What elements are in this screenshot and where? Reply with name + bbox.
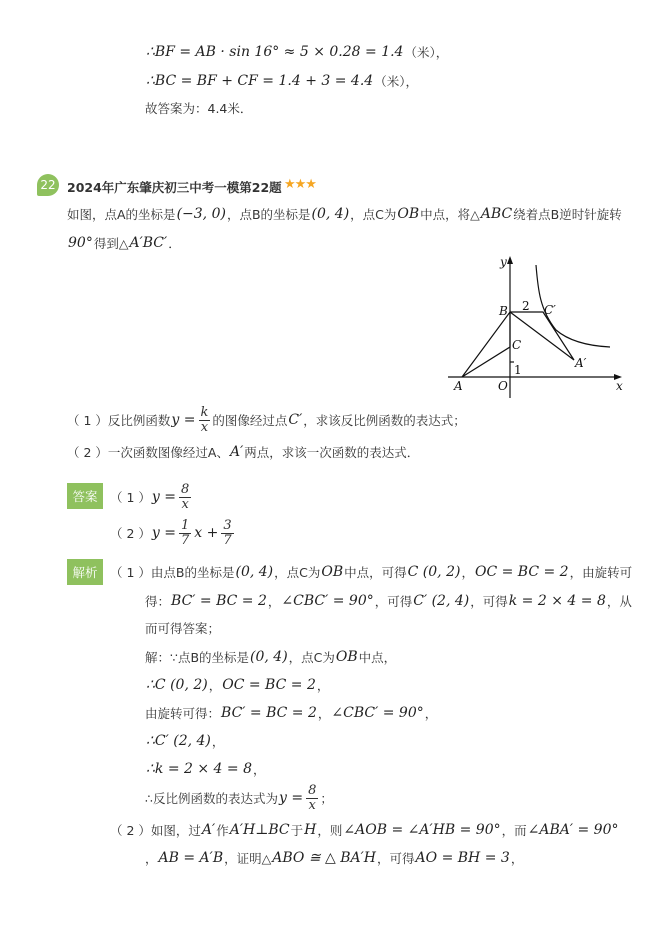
numerator: 3 <box>223 517 232 533</box>
text-line <box>110 517 236 548</box>
text: ， <box>316 678 330 693</box>
text: ，可得 <box>377 851 415 866</box>
text: （ 1 ）反比例函数 <box>67 413 171 428</box>
math-expression: OC = BC = 2 <box>474 564 569 580</box>
analysis-tag: 解析 <box>67 559 103 585</box>
denominator: 7 <box>181 532 190 548</box>
numerator: k <box>200 404 209 420</box>
math-expression: y = <box>171 412 196 428</box>
coordinate-figure <box>440 250 630 400</box>
text: 如图，点A的坐标是 <box>67 207 176 222</box>
text-line <box>145 95 252 121</box>
text: 作 <box>216 823 229 838</box>
text: ，而 <box>501 823 527 838</box>
label-A-prime: A′ <box>575 356 587 370</box>
text-line <box>145 588 632 614</box>
math-expression: y = <box>151 525 176 541</box>
fraction <box>306 784 318 813</box>
text: （米）， <box>374 74 418 89</box>
math-expression: H <box>304 822 317 838</box>
math-expression: ABC <box>480 206 513 222</box>
text-line <box>145 615 220 641</box>
text-line <box>110 481 193 512</box>
text: 故答案为：4.4米． <box>145 101 253 116</box>
text: 两点，求该一次函数的表达式． <box>244 445 420 460</box>
math-expression: (0, 4) <box>311 206 350 222</box>
math-expression: ∴C (0, 2) <box>146 677 208 693</box>
math-expression: AO = BH = 3 <box>415 850 510 866</box>
text-line <box>67 230 181 256</box>
text-line <box>67 201 622 227</box>
text-line <box>145 845 523 871</box>
label-1: 1 <box>514 363 522 377</box>
text: （ 1 ） <box>110 490 151 505</box>
label-C-prime: C′ <box>544 303 556 317</box>
math-expression: y = <box>278 790 304 806</box>
math-expression: BC′ = BC = 2 <box>171 593 267 609</box>
triangle-ABC <box>462 312 510 377</box>
text: （ 2 ） <box>110 526 151 541</box>
text: 中点， <box>358 650 397 665</box>
text: 而可得答案； <box>145 621 221 636</box>
question-number-badge: 22 <box>37 174 59 196</box>
numerator: 8 <box>181 481 190 497</box>
text: （米）， <box>404 45 449 60</box>
fraction <box>179 519 191 548</box>
text: 得： <box>145 594 171 609</box>
text-line <box>145 728 224 754</box>
denominator: x <box>200 419 209 435</box>
text: ， <box>424 706 438 721</box>
text: 中点，可得 <box>344 565 407 580</box>
text: 解：∵点B的坐标是 <box>145 650 250 665</box>
math-expression: ∠ABA′ = 90° <box>527 822 619 838</box>
math-expression: OB <box>397 206 420 222</box>
math-expression: 90° <box>68 235 93 251</box>
text-line <box>145 756 266 782</box>
math-expression: A′ <box>229 444 244 460</box>
text: 绕着点B逆时针旋转 <box>513 207 622 222</box>
math-expression: (−3, 0) <box>176 206 226 222</box>
answer-tag: 答案 <box>67 483 103 509</box>
label-A: A <box>454 379 463 393</box>
text-line <box>145 672 329 698</box>
text: ，点C为 <box>288 650 335 665</box>
math-expression: C′ <box>288 412 303 428</box>
label-2: 2 <box>522 299 530 313</box>
math-expression: y = <box>151 489 176 505</box>
math-expression: ∠CBC′ = 90° <box>281 593 374 609</box>
text: （ 2 ）如图，过 <box>110 823 201 838</box>
label-C: C <box>512 338 522 352</box>
fraction <box>199 406 211 435</box>
math-expression: A′H⊥BC <box>229 822 290 838</box>
text: 中点，将△ <box>420 207 480 222</box>
text: ∴反比例函数的表达式为 <box>145 791 278 806</box>
math-expression: k = 2 × 4 = 8 <box>508 593 606 609</box>
denominator: x <box>308 797 316 813</box>
text-line <box>145 39 448 65</box>
math-expression: (0, 4) <box>250 649 288 665</box>
math-expression: ∠CBC′ = 90° <box>331 705 424 721</box>
text-line <box>110 559 632 585</box>
math-expression: OB <box>321 564 344 580</box>
denominator: x <box>181 496 189 512</box>
text-line <box>67 404 466 435</box>
text: ，求该反比例函数的表达式； <box>303 413 466 428</box>
fraction <box>221 519 233 548</box>
math-expression: ABO ≅ △ BA′H <box>272 850 377 866</box>
text: ，由旋转可 <box>569 565 633 580</box>
text-line <box>145 644 396 670</box>
text: ，点C为 <box>350 207 397 222</box>
text: ， <box>253 762 266 777</box>
text: ，则 <box>317 823 343 838</box>
text: ， <box>461 565 474 580</box>
text: ，点B的坐标是 <box>226 207 311 222</box>
math-expression: ∠AOB = ∠A′HB = 90° <box>343 822 501 838</box>
math-expression: ∴k = 2 × 4 = 8 <box>146 761 253 777</box>
text-line <box>110 817 620 843</box>
text: ，从 <box>606 594 632 609</box>
text: ，点C为 <box>274 565 321 580</box>
text: ， <box>317 706 331 721</box>
math-expression: A′BC′ <box>129 235 168 251</box>
text: ， <box>510 851 524 866</box>
text-line <box>145 782 333 813</box>
text: ， <box>208 678 222 693</box>
math-expression: C′ (2, 4) <box>413 593 470 609</box>
math-expression: ∴BC = BF + CF = 1.4 + 3 = 4.4 <box>146 73 374 89</box>
math-expression: OB <box>335 649 358 665</box>
text: （ 2 ）一次函数图像经过A、 <box>67 445 229 460</box>
label-y: y <box>500 255 507 269</box>
numerator: 1 <box>181 517 190 533</box>
label-B: B <box>499 304 508 318</box>
text-line <box>67 439 419 465</box>
text: ； <box>320 791 333 806</box>
label-O: O <box>498 379 508 393</box>
denominator: 7 <box>223 532 232 548</box>
label-x: x <box>616 379 623 393</box>
math-expression: BC′ = BC = 2 <box>221 705 317 721</box>
math-expression: ∴C′ (2, 4) <box>146 733 211 749</box>
math-expression: OC = BC = 2 <box>222 677 316 693</box>
text: ． <box>168 236 181 251</box>
text: ，可得 <box>374 594 413 609</box>
text: ， <box>211 734 225 749</box>
math-expression: x + <box>194 525 219 541</box>
fraction <box>179 483 191 512</box>
math-expression: ∴BF = AB · sin 16° ≈ 5 × 0.28 = 1.4 <box>146 44 404 60</box>
text-line <box>145 68 418 94</box>
text: 由旋转可得： <box>145 706 221 721</box>
question-title: 2024年广东肇庆初三中考一模第22题 <box>67 180 282 195</box>
y-arrow-icon <box>507 256 513 264</box>
text-line <box>145 700 437 726</box>
text: ， <box>145 851 158 866</box>
text: ，证明△ <box>224 851 272 866</box>
difficulty-stars: ★★★ <box>284 177 316 192</box>
text: 的图像经过点 <box>212 413 288 428</box>
text: （ 1 ）由点B的坐标是 <box>110 565 235 580</box>
numerator: 8 <box>308 782 317 798</box>
math-expression: A′ <box>201 822 216 838</box>
text: 于 <box>290 823 304 838</box>
math-expression: AB = A′B <box>158 850 224 866</box>
math-expression: (0, 4) <box>235 564 274 580</box>
text: 得到△ <box>93 236 129 251</box>
text: ，可得 <box>470 594 508 609</box>
math-expression: C (0, 2) <box>407 564 461 580</box>
text: ， <box>267 594 281 609</box>
